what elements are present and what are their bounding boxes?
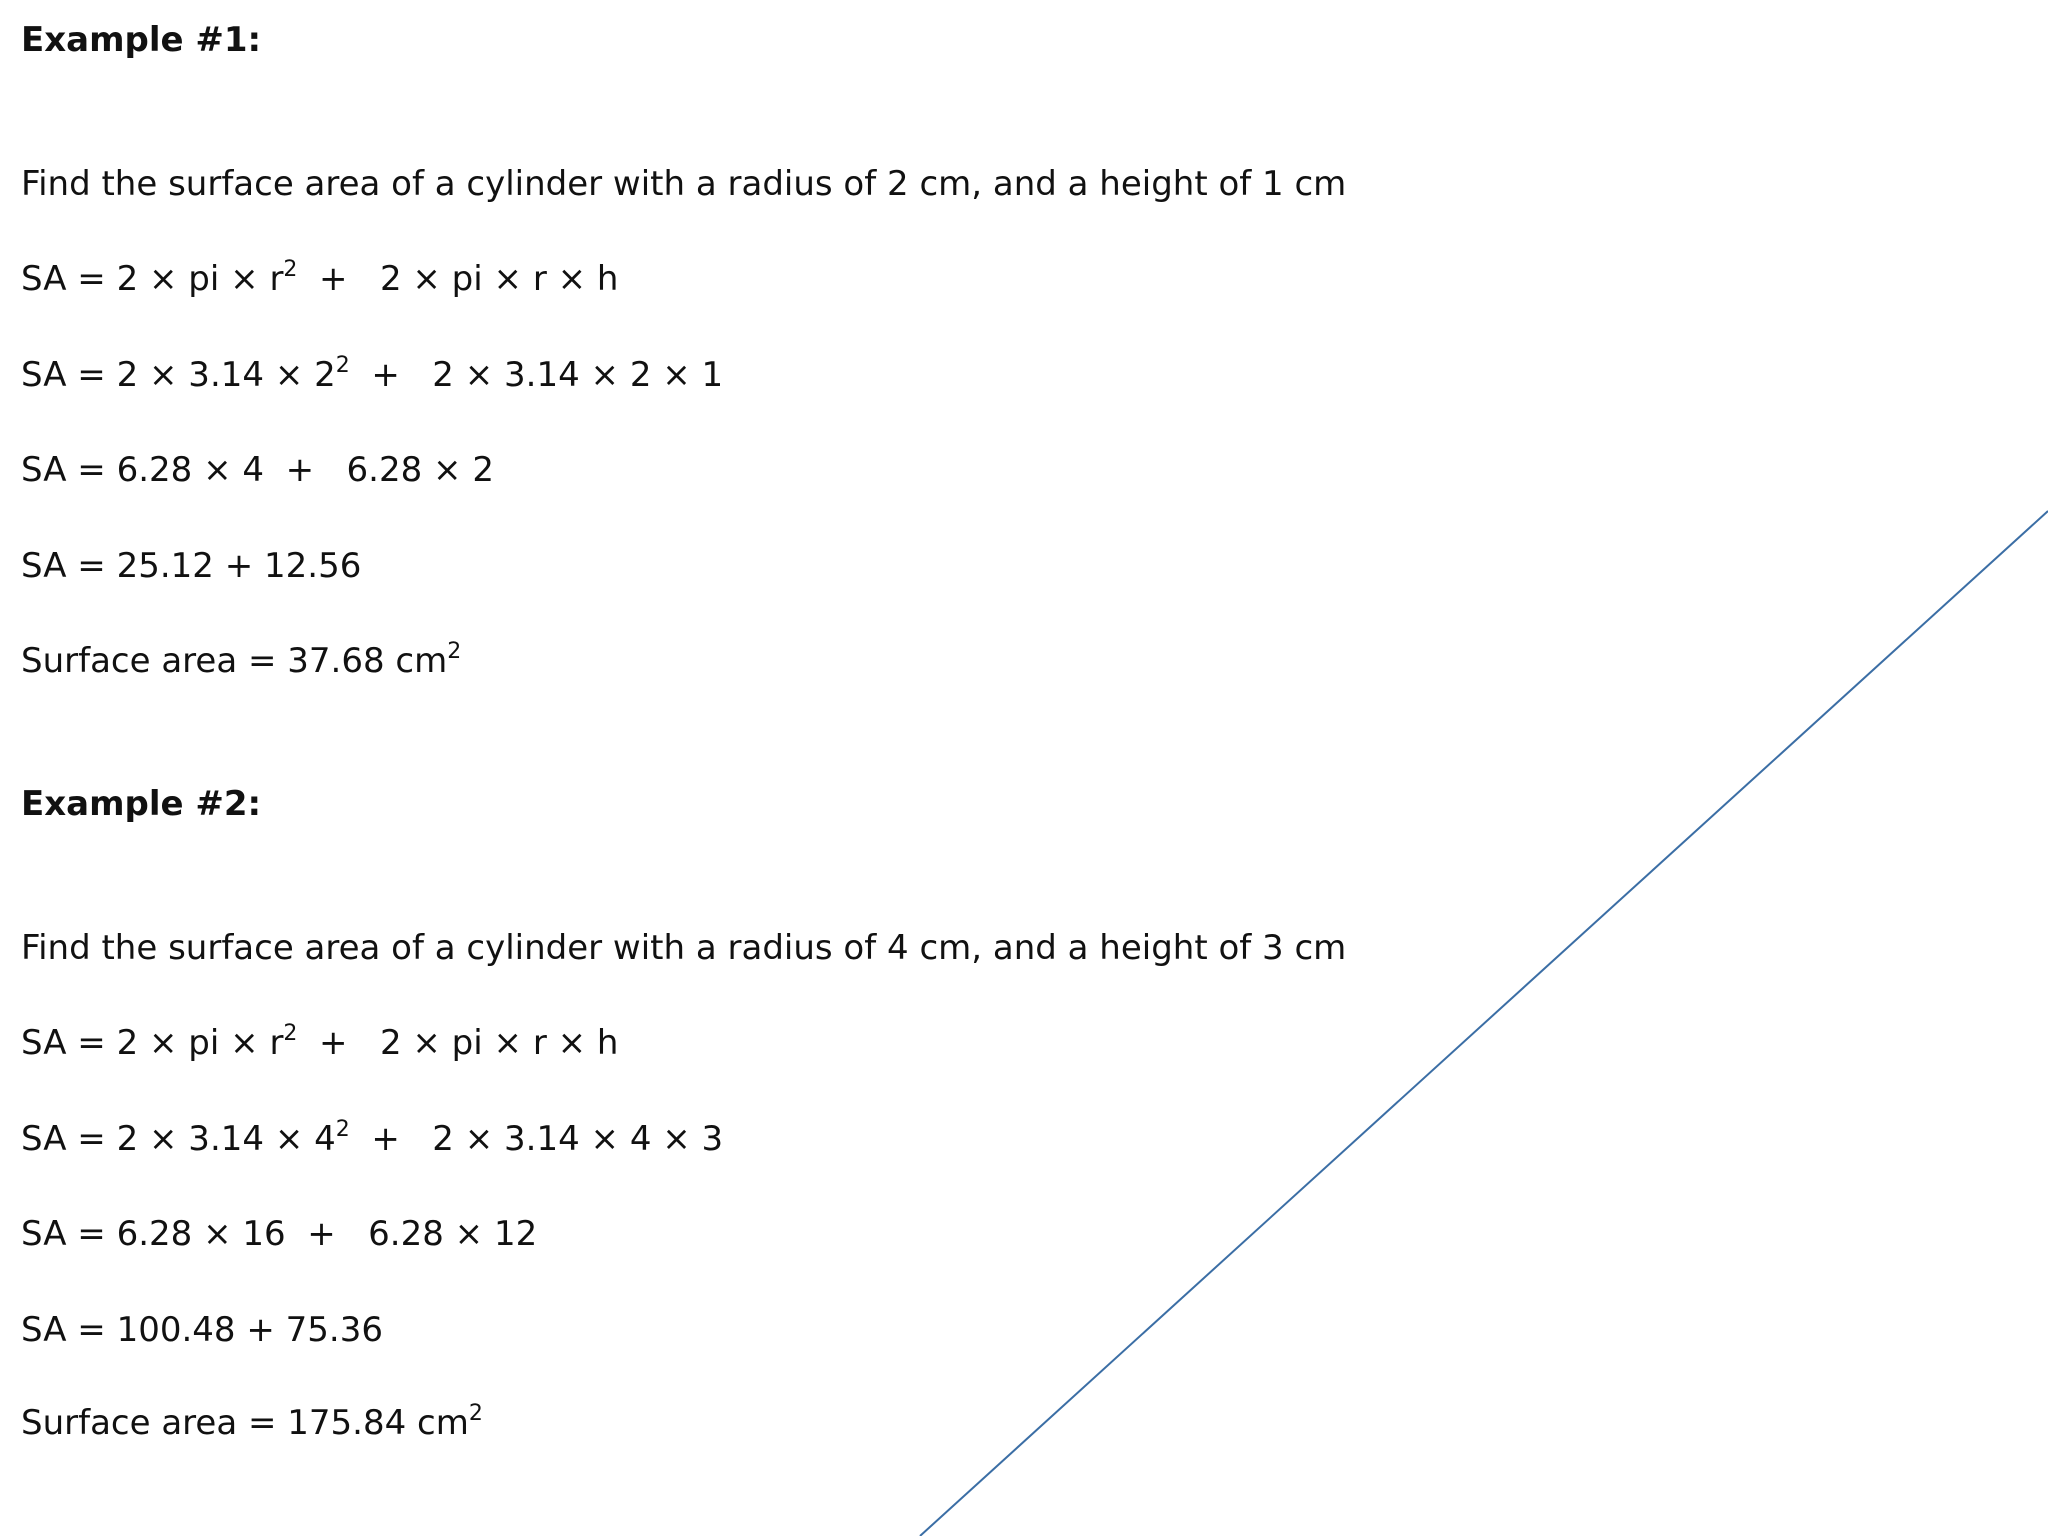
example-2-step-3: SA = 6.28 × 16 + 6.28 × 12 [21, 1214, 538, 1254]
formula-part: SA = 2 × 3.14 × 2 [21, 355, 336, 395]
example-2-problem: Find the surface area of a cylinder with a radius of 4 cm, and a height of 3 cm [21, 928, 1347, 968]
formula-part: + 2 × 3.14 × 4 × 3 [349, 1119, 724, 1159]
example-2-heading: Example #2: [21, 784, 262, 824]
exponent: 2 [468, 1400, 483, 1426]
formula-part: + 2 × pi × r × h [297, 259, 619, 299]
result-text: Surface area = 37.68 cm [21, 641, 448, 681]
example-1-heading: Example #1: [21, 20, 262, 60]
exponent: 2 [283, 1020, 298, 1046]
formula-part: SA = 2 × pi × r [21, 1023, 284, 1063]
formula-part: SA = 2 × 3.14 × 4 [21, 1119, 336, 1159]
diagonal-line [920, 511, 2048, 1536]
example-2-step-4: SA = 100.48 + 75.36 [21, 1310, 383, 1350]
example-1-step-3: SA = 6.28 × 4 + 6.28 × 2 [21, 450, 494, 490]
formula-part: + 2 × pi × r × h [297, 1023, 619, 1063]
formula-part: SA = 2 × pi × r [21, 259, 284, 299]
exponent: 2 [335, 1116, 350, 1142]
example-1-problem: Find the surface area of a cylinder with a radius of 2 cm, and a height of 1 cm [21, 164, 1347, 204]
result-text: Surface area = 175.84 cm [21, 1403, 469, 1443]
exponent: 2 [283, 256, 298, 282]
exponent: 2 [447, 638, 462, 664]
formula-part: + 2 × 3.14 × 2 × 1 [349, 355, 724, 395]
example-1-step-4: SA = 25.12 + 12.56 [21, 546, 362, 586]
exponent: 2 [335, 352, 350, 378]
